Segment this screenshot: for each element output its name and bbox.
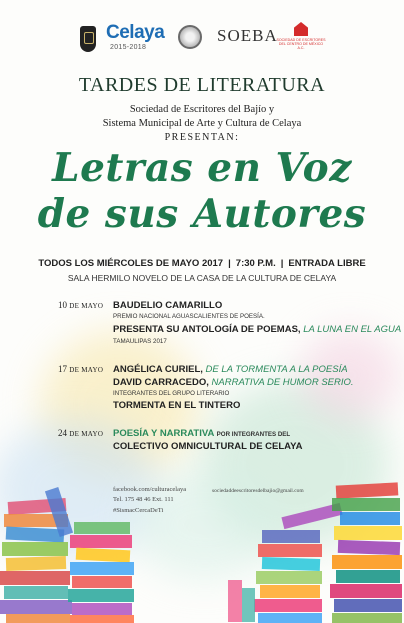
far-right-book-stack	[330, 482, 402, 623]
program-2-work-1: DE LA TORMENTA A LA POESÍA	[205, 364, 348, 375]
schedule-time: 7:30 P.M.	[235, 258, 276, 269]
program-1-action: PRESENTA SU ANTOLOGÍA DE POEMAS,	[113, 324, 301, 335]
footer-hashtag: #SismacCercaDeTi	[113, 507, 164, 514]
program-month: DE MAYO	[69, 430, 104, 438]
program-3-note: POR INTEGRANTES DEL	[216, 431, 291, 438]
separator: |	[228, 258, 231, 269]
celaya-logo-years: 2015-2018	[110, 44, 147, 51]
program-day: 17	[58, 364, 67, 374]
footer-phone: Tel. 175 48 46 Ext. 111	[113, 496, 174, 503]
program-2-author-1: ANGÉLICA CURIEL,	[113, 364, 203, 375]
soeba-logo: SOEBA	[217, 26, 278, 45]
right-book-stack	[228, 503, 343, 623]
program-2-author-2: DAVID CARRACEDO,	[113, 377, 209, 388]
organizer-line-2: Sistema Municipal de Arte y Cultura de Celaya	[102, 118, 302, 129]
event-title-line-1: Letras en Voz	[52, 145, 352, 191]
program-2-group: TORMENTA EN EL TINTERO	[113, 400, 241, 411]
program-1-publisher: TAMAULIPAS 2017	[113, 338, 167, 345]
schedule-entry: ENTRADA LIBRE	[288, 258, 366, 269]
program-3-collective: COLECTIVO OMNICULTURAL DE CELAYA	[113, 441, 303, 452]
organizer-line-1: Sociedad de Escritores del Bajío y	[129, 104, 275, 115]
program-2-work-2: NARRATIVA DE HUMOR SERIO.	[211, 377, 354, 388]
program-3-topic: POESÍA Y NARRATIVA	[113, 428, 214, 439]
program-1-award: PREMIO NACIONAL AGUASCALIENTES DE POESÍA.	[113, 313, 265, 320]
program-1-book: LA LUNA EN EL AGUA	[303, 324, 402, 335]
sociedad-logo-text: SOCIEDAD DE ESCRITORES DEL CENTRO DE MÉXICO A.C.	[276, 38, 326, 51]
program-month: DE MAYO	[69, 302, 104, 310]
series-title: TARDES DE LITERATURA	[78, 74, 326, 96]
program-2-group-note: INTEGRANTES DEL GRUPO LITERARIO	[113, 390, 230, 397]
event-title-line-2: de sus Autores	[37, 191, 367, 237]
venue-line: SALA HERMILO NOVELO DE LA CASA DE LA CULTURA DE CELAYA	[67, 273, 337, 283]
separator: |	[280, 258, 284, 269]
celaya-logo-wordmark: Celaya	[106, 22, 165, 43]
footer-facebook[interactable]: facebook.com/culturacelaya	[113, 486, 187, 493]
schedule-dates: TODOS LOS MIÉRCOLES DE MAYO 2017	[38, 258, 224, 269]
presentan-label: PRESENTAN:	[164, 132, 240, 143]
program-1-author: BAUDELIO CAMARILLO	[113, 300, 223, 311]
program-day: 24	[58, 428, 67, 438]
program-day: 10	[58, 300, 67, 310]
program-month: DE MAYO	[69, 366, 104, 374]
footer-email[interactable]: sociedaddeescritoresdelbajio@gmail.com	[212, 488, 304, 494]
